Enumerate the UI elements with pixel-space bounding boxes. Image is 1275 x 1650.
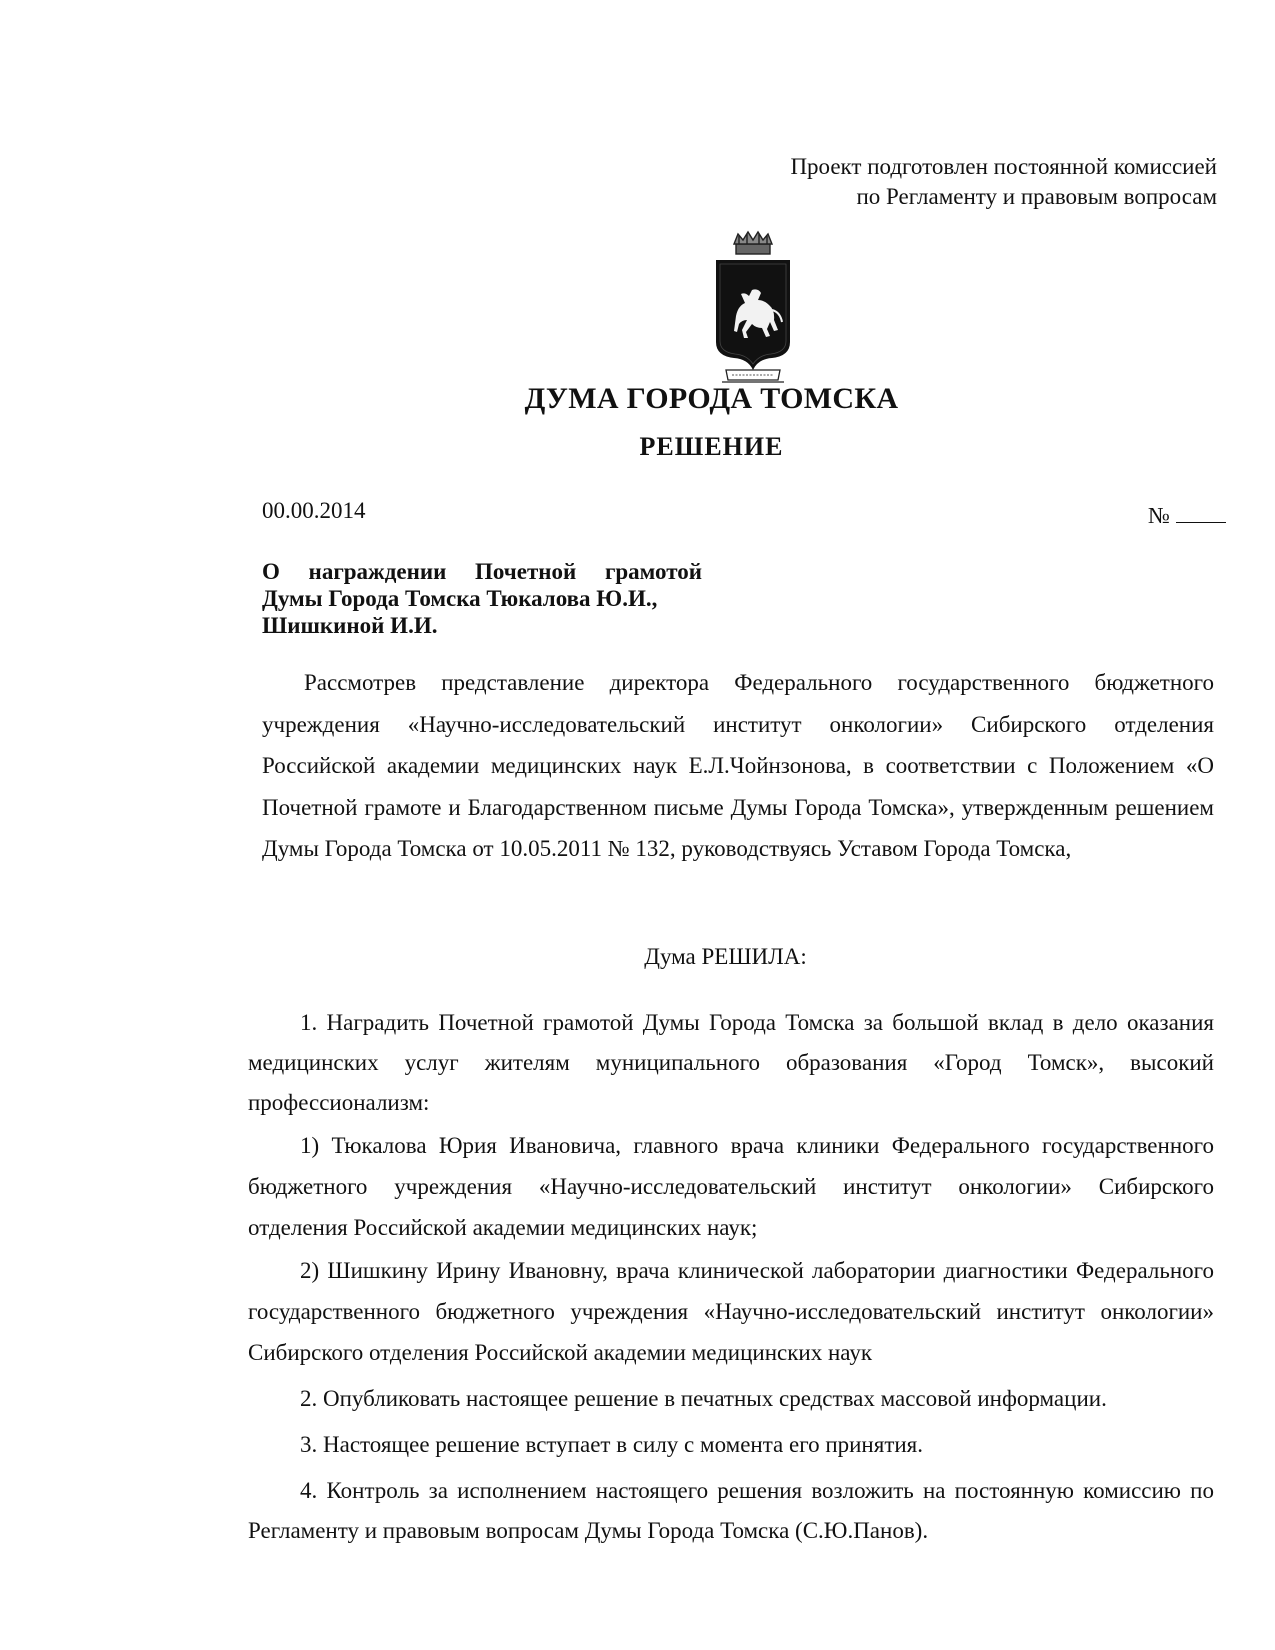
number-blank-line (1176, 504, 1226, 523)
item-1-sub-1: 1) Тюкалова Юрия Ивановича, главного врача клиники Федерального государственного бюджетного учреждения «Научно-исследовательский институт онкологии» Сибирского отделения Российской академии медицинских наук; (248, 1133, 1214, 1240)
item-3: 3. Настоящее решение вступает в силу с момента его принятия. (300, 1432, 924, 1457)
draft-note (790, 152, 1217, 212)
document-date: 00.00.2014 (262, 498, 366, 523)
draft-note-line-2: по Регламенту и правовым вопросам (856, 184, 1217, 209)
resolution-items (248, 1003, 1214, 1551)
item-1: 1. Наградить Почетной грамотой Думы Города Томска за большой вклад в дело оказания медицинских услуг жителям муниципального образования «Город Томск», высокий профессионализм: (248, 1010, 1214, 1115)
number-label: № (1148, 503, 1170, 528)
document-number (1148, 503, 1226, 529)
subject-line-2: Думы Города Томска Тюкалова Ю.И., (262, 586, 658, 611)
tomsk-coat-of-arms-icon (712, 230, 794, 390)
preamble-paragraph: Рассмотрев представление директора Федерального государственного бюджетного учреждения «Научно-исследовательский институт онкологии» Сибирского отделения Российской академии медицинских наук Е.Л.Чойнзонова, в соответствии с Положением «О Почетной грамоте и Благодарственном письме Думы Города Томска», утвержденным решением Думы Города Томска от 10.05.2011 № 132, руководствуясь Уставом Города Томска, (262, 670, 1214, 862)
item-2: 2. Опубликовать настоящее решение в печатных средствах массовой информации. (300, 1386, 1107, 1411)
subject-line-3: Шишкиной И.И. (262, 613, 438, 638)
item-4: 4. Контроль за исполнением настоящего решения возложить на постоянную комиссию по Регламенту и правовым вопросам Думы Города Томска (С.Ю.Панов). (248, 1478, 1214, 1543)
draft-note-line-1: Проект подготовлен постоянной комиссией (790, 154, 1217, 179)
document-type: РЕШЕНИЕ (639, 432, 784, 461)
resolution-heading: Дума РЕШИЛА: (644, 944, 807, 969)
preamble-block (262, 662, 1214, 870)
item-1-sub-2: 2) Шишкину Ирину Ивановну, врача клинической лаборатории диагностики Федерального государственного бюджетного учреждения «Научно-исследовательский институт онкологии» Сибирского отделения Российской академии медицинских наук (248, 1258, 1214, 1365)
organization-title: ДУМА ГОРОДА ТОМСКА (524, 382, 899, 415)
document-subject (262, 558, 702, 639)
subject-line-1: О награждении Почетной грамотой (262, 559, 702, 584)
